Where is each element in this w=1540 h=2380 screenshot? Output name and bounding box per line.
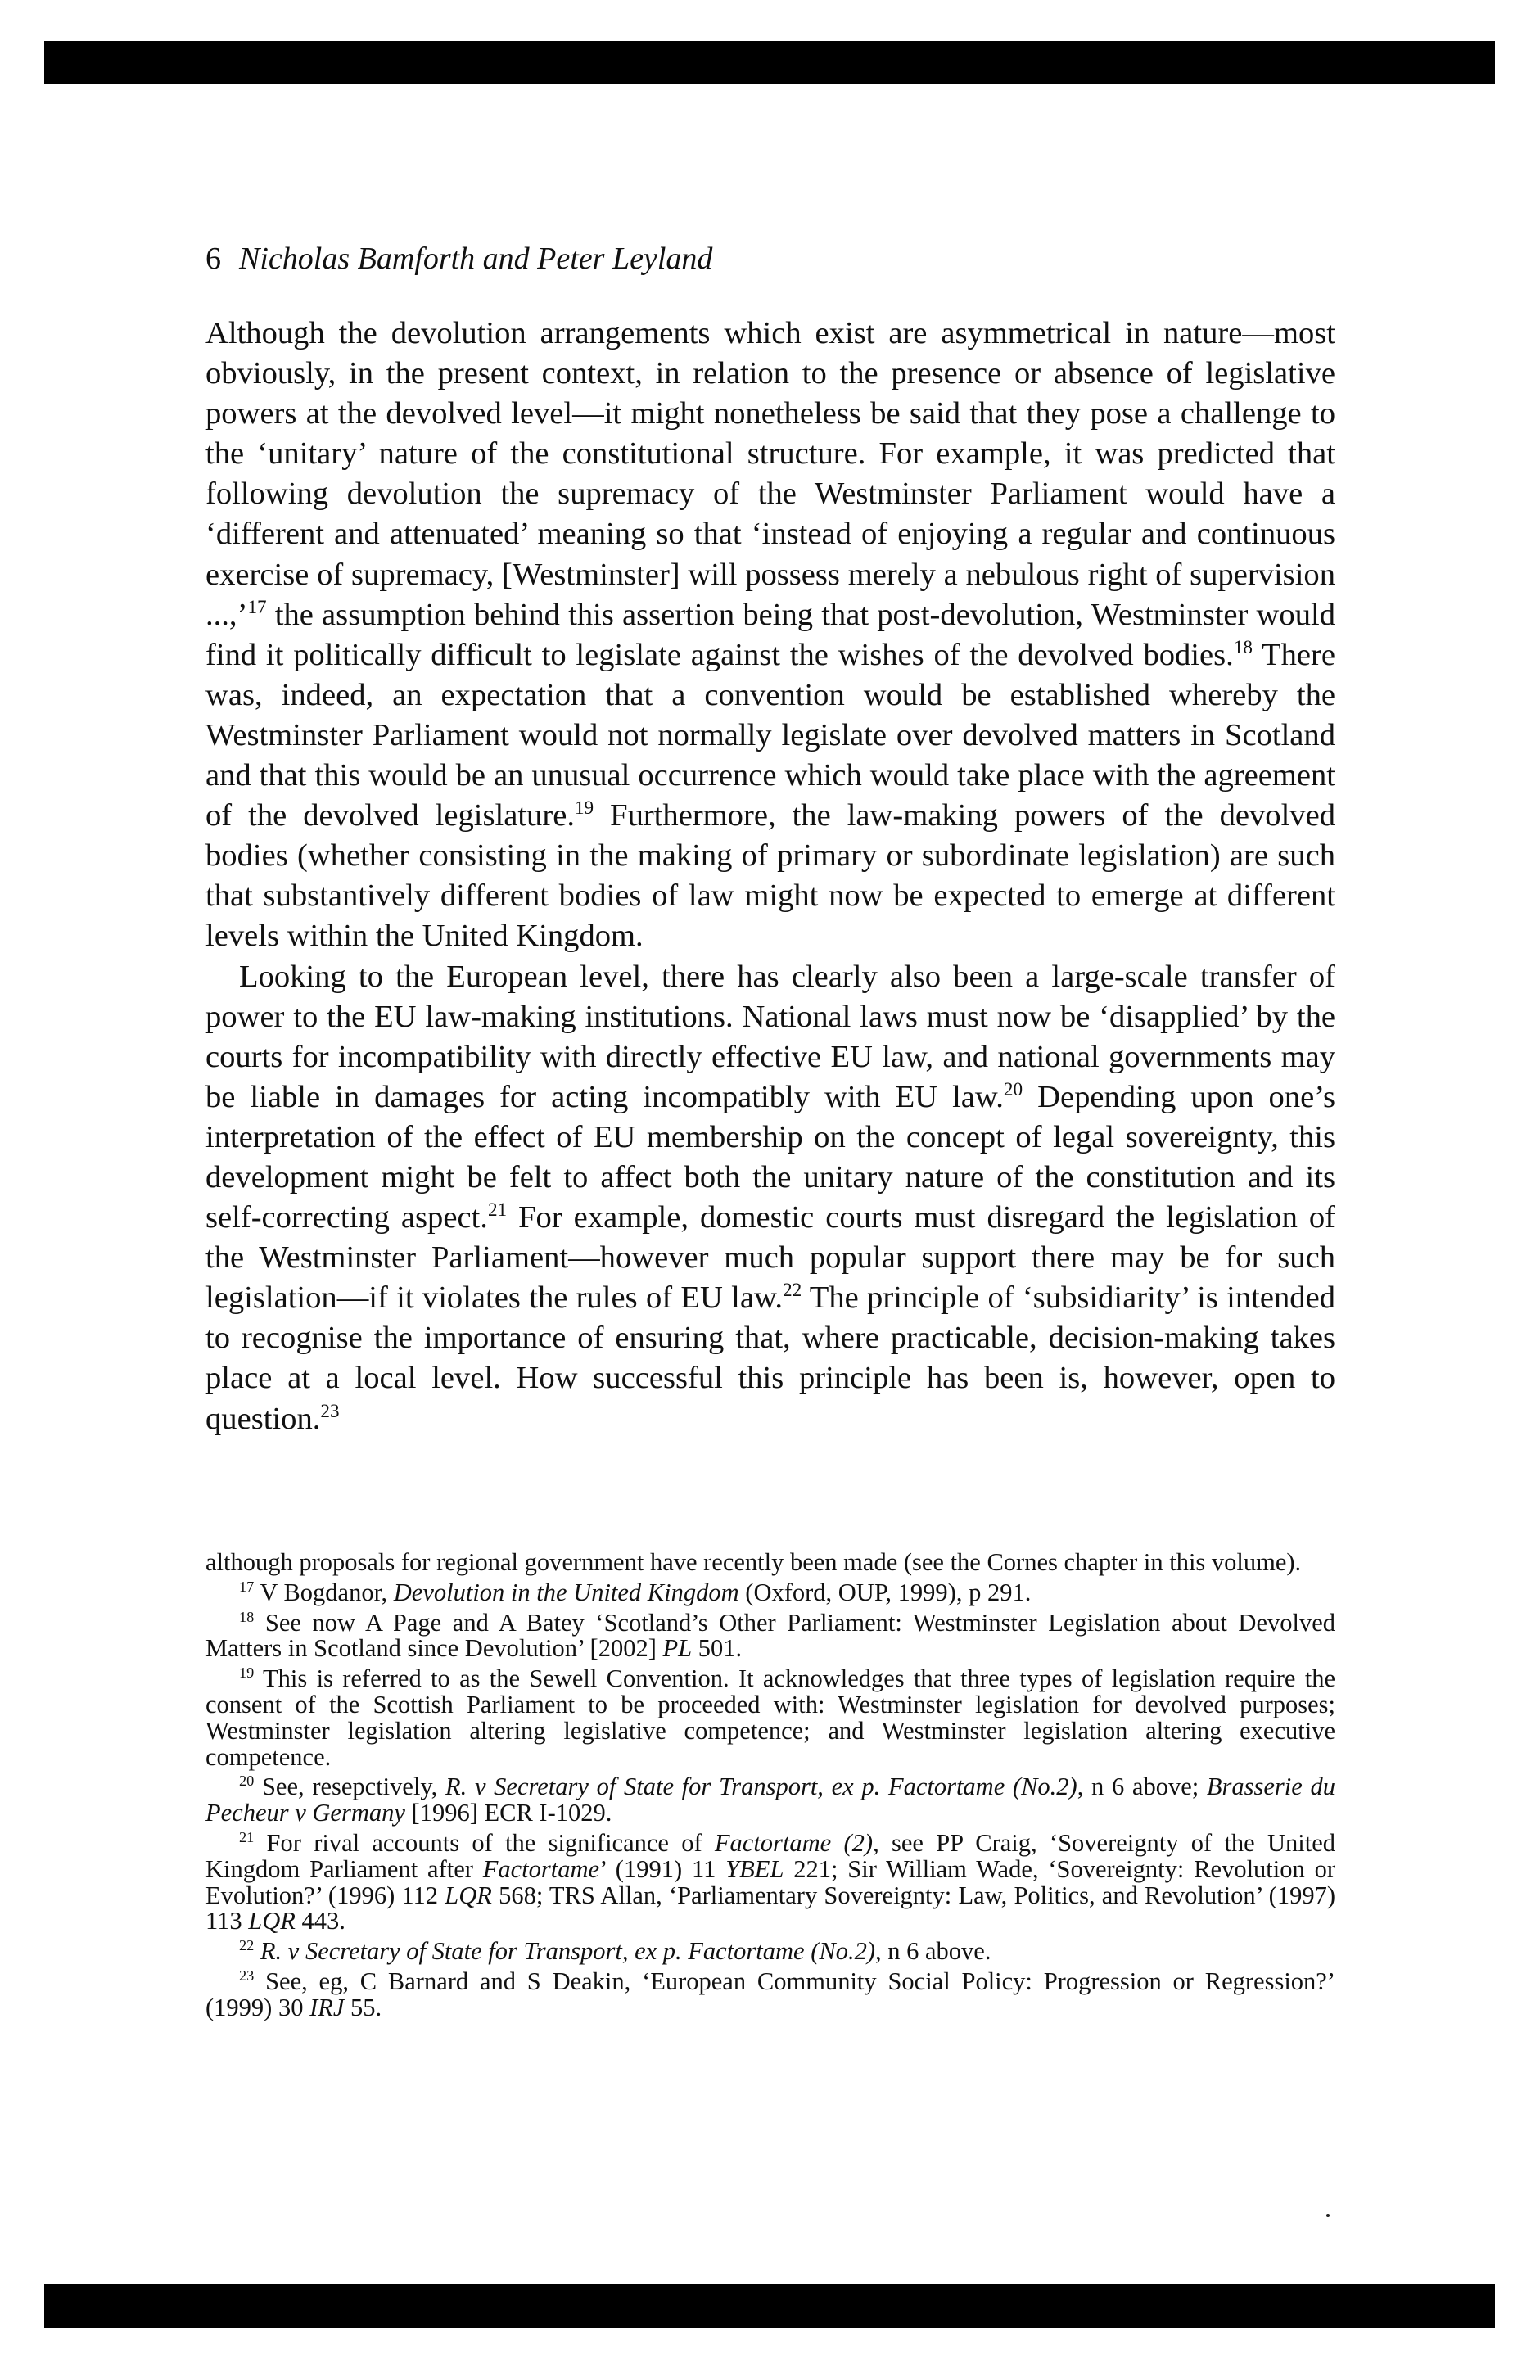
text-run: V Bogdanor, xyxy=(254,1578,394,1606)
footnote-number: 20 xyxy=(239,1773,255,1790)
footnote-19 xyxy=(205,1666,1335,1770)
running-head-authors: Nicholas Bamforth and Peter Leyland xyxy=(239,242,713,276)
text-run: 568; TRS Allan, ‘Parliamentary Sovereignty: Law, Politics, and Revolution’ (1997) 113 xyxy=(205,1881,1335,1935)
text-run: See, eg, C Barnard and S Deakin, ‘European Community Social Policy: Progression or Regression?’ (1999) 30 xyxy=(205,1967,1335,2021)
footnote-23 xyxy=(205,1969,1335,2021)
scan-speck xyxy=(1326,2214,1330,2217)
top-black-bar xyxy=(44,41,1495,84)
text-run: 221; Sir William Wade, ‘Sovereignty: Revolution or Evolution?’ (1996) 112 xyxy=(205,1854,1336,1909)
text-run: ’ (1991) 11 xyxy=(599,1854,726,1883)
italic-title: IRJ xyxy=(309,1993,345,2021)
italic-title: R. v Secretary of State for Transport, ex p. Factortame (No.2) xyxy=(445,1773,1077,1801)
footnote-21 xyxy=(205,1828,1336,1935)
text-run: the assumption behind this assertion being that post-devolution, Westminster would find it politically difficult to legislate against the wishes of the devolved bodies. xyxy=(205,597,1335,672)
text-run: 55. xyxy=(344,1993,382,2021)
text-run: The principle of ‘subsidiarity’ is intended to recognise the importance of ensuring that, where practicable, decision-making takes place at a local level. How successful this principle has been is, however, open to question. xyxy=(205,1280,1335,1436)
footnote-number: 23 xyxy=(239,1967,255,1984)
paragraph-1 xyxy=(205,314,1335,957)
text-run: See, resepctively, xyxy=(254,1773,445,1801)
footnote-ref-17: 17 xyxy=(247,596,267,618)
text-run: (Oxford, OUP, 1999), p 291. xyxy=(738,1578,1032,1606)
italic-title: LQR xyxy=(445,1881,492,1909)
text-run: For example, domestic courts must disregard the legislation of the Westminster Parliament—however much popular support there may be for such legislation—if it violates the rules of EU law. xyxy=(205,1200,1335,1316)
footnote-17 xyxy=(205,1580,1335,1606)
footnote-ref-19: 19 xyxy=(574,797,594,820)
footnote-ref-18: 18 xyxy=(1233,636,1253,658)
footnote-number: 19 xyxy=(239,1664,255,1682)
footnote-22 xyxy=(205,1939,1335,1965)
paragraph-2 xyxy=(205,957,1335,1439)
italic-title: YBEL xyxy=(725,1854,784,1883)
text-run: Depending upon one’s interpretation of the effect of EU membership on the concept of legal sovereignty, this development might be felt to affect both the unitary nature of the constitution and its self-correcting aspect. xyxy=(205,1079,1335,1235)
footnote-number: 21 xyxy=(239,1828,255,1845)
italic-title: PL xyxy=(662,1634,693,1663)
footnote-number: 18 xyxy=(239,1608,255,1625)
footnote-number: 22 xyxy=(239,1937,255,1953)
italic-title: Factortame (2) xyxy=(714,1828,874,1857)
bottom-black-bar xyxy=(44,2284,1495,2328)
italic-title: Devolution in the United Kingdom xyxy=(393,1578,739,1606)
text-run: Looking to the European level, there has clearly also been a large-scale transfer of power to the EU law-making institutions. National laws must now be ‘disapplied’ by the courts for incompatibility with directly effective EU law, and national governments may be liable in damages for acting incompatibly with EU law. xyxy=(205,959,1335,1114)
footnote-ref-23: 23 xyxy=(320,1400,340,1422)
text-run: For rival accounts of the significance of xyxy=(254,1828,715,1857)
text-run: Although the devolution arrangements which exist are asymmetrical in nature—most obviously, in the present context, in relation to the presence or absence of legislative powers at the devolved level—it might nonetheless be said that they pose a challenge to the ‘unitary’ nature of the constitutional structure. For example, it was predicted that following devolution the supremacy of the Westminster Parliament would have a ‘different and attenuated’ meaning so that ‘instead of enjoying a regular and continuous exercise of supremacy, [Westminster] will possess merely a nebulous right of supervision ...,’ xyxy=(205,316,1335,632)
text-run: , n 6 above; xyxy=(1077,1773,1207,1801)
footnotes xyxy=(205,1550,1335,2025)
text-run: See now A Page and A Batey ‘Scotland’s Other Parliament: Westminster Legislation about Devolved Matters in Scotland since Devolution’ [2002] xyxy=(205,1608,1335,1663)
footnote-20 xyxy=(205,1774,1335,1827)
text-run: , see PP Craig, ‘Sovereignty of the United Kingdom Parliament after xyxy=(205,1828,1335,1883)
text-run: 443. xyxy=(295,1907,345,1935)
footnote-ref-22: 22 xyxy=(783,1280,802,1302)
running-head xyxy=(205,239,712,278)
footnote-continued: although proposals for regional government have recently been made (see the Cornes chapter in this volume). xyxy=(205,1548,1302,1576)
footnote-ref-20: 20 xyxy=(1003,1078,1023,1100)
text-run: [1996] ECR I-1029. xyxy=(404,1799,612,1827)
text-run: This is referred to as the Sewell Convention. It acknowledges that three types of legislation require the consent of the Scottish Parliament to be proceeded with: Westminster legislation for devolved purposes; Westminster legislation altering legislative competence; and Westminster legislation altering executive competence. xyxy=(205,1664,1335,1771)
italic-title: Brasserie du Pecheur v Germany xyxy=(205,1773,1335,1827)
main-text xyxy=(205,314,1335,1439)
italic-title: LQR xyxy=(248,1907,296,1935)
footnote-18 xyxy=(205,1610,1335,1663)
footnote-ref-21: 21 xyxy=(487,1199,508,1222)
page-number: 6 xyxy=(205,242,221,276)
text-run: , n 6 above. xyxy=(875,1937,991,1966)
text-run: There was, indeed, an expectation that a convention would be established whereby the Westminster Parliament would not normally legislate over devolved matters in Scotland and that this would be an unusual occurrence which would take place with the agreement of the devolved legislature. xyxy=(205,637,1335,833)
italic-title: Factortame xyxy=(482,1854,600,1883)
footnote-number: 17 xyxy=(239,1578,255,1595)
text-run: 501. xyxy=(692,1634,743,1663)
text-run: Furthermore, the law-making powers of the devolved bodies (whether consisting in the making of primary or subordinate legislation) are such that substantively different bodies of law might now be expected to emerge at different levels within the United Kingdom. xyxy=(205,798,1336,954)
italic-title: R. v Secretary of State for Transport, ex p. Factortame (No.2) xyxy=(260,1937,875,1966)
